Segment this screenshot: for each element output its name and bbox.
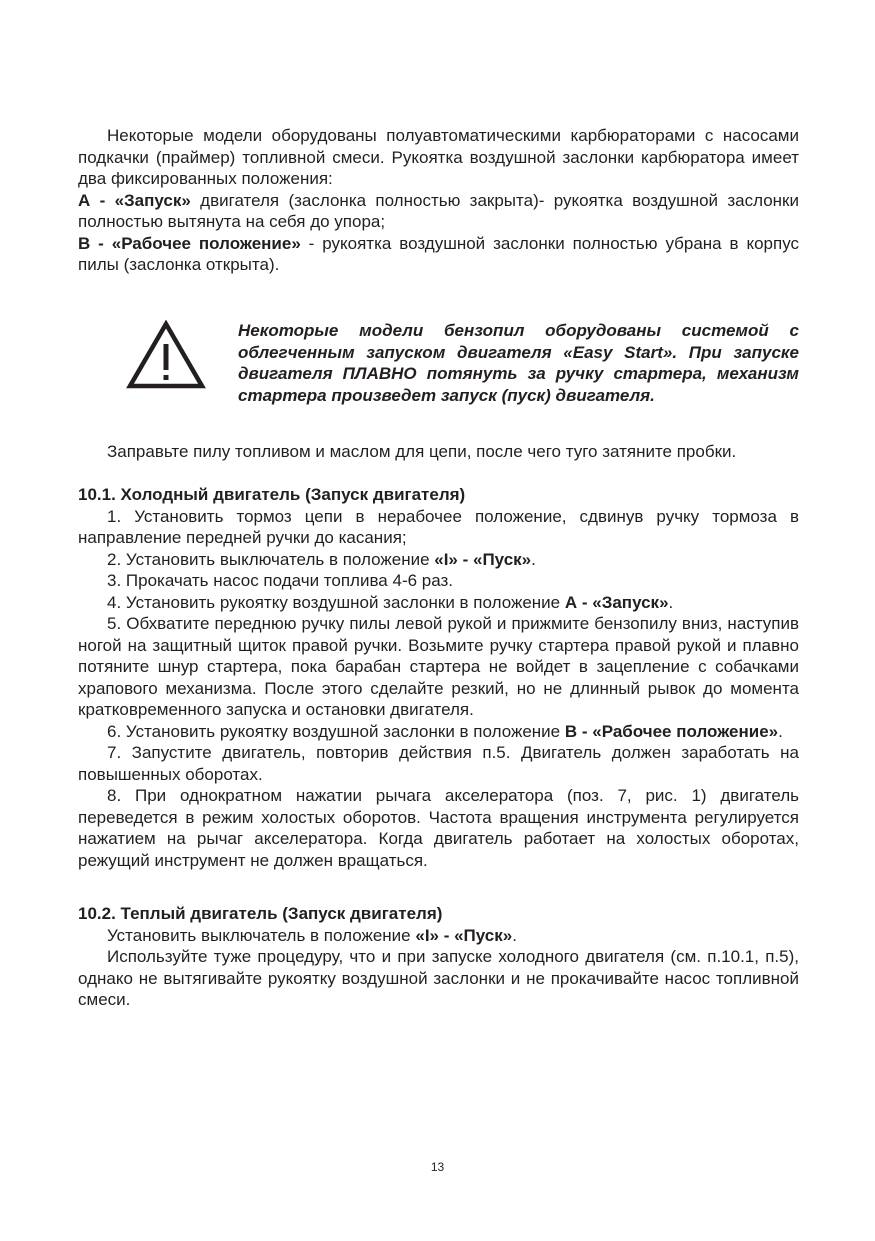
- position-b-text: - рукоятка воздушной заслонки полностью убрана в корпус пилы (заслонка открыта).: [78, 233, 800, 274]
- step-2-end: .: [531, 549, 536, 569]
- warm-step-1: [78, 925, 799, 947]
- intro-paragraph: Некоторые модели оборудованы полуавтоматическими карбюраторами с насосами подкачки (праймер) топливной смеси. Рукоятка воздушной заслонки карбюратора имеет два фиксированных положения:: [78, 126, 799, 188]
- step-4: [78, 592, 799, 614]
- fuel-note-block: [78, 441, 799, 463]
- step-5: 5. Обхватите переднюю ручку пилы левой рукой и прижмите бензопилу вниз, наступив ногой на защитный щиток правой ручки. Возьмите ручку стартера правой рукой и плавно потяните шнур стартера, пока барабан стартера не войдет в зацепление с собачками храпового механизма. После этого сделайте резкий, но не длинный рывок до момента кратковременного запуска и остановки двигателя.: [78, 614, 799, 719]
- warm-step-1-end: .: [512, 925, 517, 945]
- position-a-label: А - «Запуск»: [78, 190, 191, 210]
- step-1: 1. Установить тормоз цепи в нерабочее положение, сдвинув ручку тормоза в направление передней ручки до касания;: [78, 506, 799, 547]
- warm-step-1-bold: «I» - «Пуск»: [415, 925, 513, 945]
- step-6-bold: В - «Рабочее положение»: [564, 721, 779, 741]
- section-title: 10.2. Теплый двигатель (Запуск двигателя): [78, 904, 443, 923]
- step-7: 7. Запустите двигатель, повторив действия п.5. Двигатель должен заработать на повышенных оборотах.: [78, 743, 799, 784]
- step-6-end: .: [778, 721, 783, 741]
- intro-block: [78, 125, 799, 276]
- warning-text: Некоторые модели бензопил оборудованы системой с облегченным запуском двигателя «Easy Start». При запуске двигателя ПЛАВНО потянуть за ручку стартера, механизм стартера произведет запуск (пуск) двигателя.: [238, 321, 799, 405]
- position-b-label: В - «Рабочее положение»: [78, 233, 301, 253]
- section-cold-engine: [78, 484, 799, 871]
- step-4-text: 4. Установить рукоятку воздушной заслонки в положение: [107, 592, 565, 612]
- page-number: 13: [430, 1160, 445, 1174]
- step-3: 3. Прокачать насос подачи топлива 4-6 раз.: [107, 571, 454, 590]
- warning-triangle-icon: [126, 320, 206, 390]
- warm-step-1-text: Установить выключатель в положение: [107, 925, 416, 945]
- warm-step-2: Используйте туже процедуру, что и при запуске холодного двигателя (см. п.10.1, п.5), однако не вытягивайте рукоятку воздушной заслонки и не прокачивайте насос топливной смеси.: [78, 947, 799, 1009]
- position-a-text: двигателя (заслонка полностью закрыта)- рукоятка воздушной заслонки полностью вытянута на себя до упора;: [78, 190, 799, 231]
- warning-block: [78, 320, 799, 410]
- step-2-bold: «I» - «Пуск»: [434, 549, 532, 569]
- step-2: [78, 549, 799, 571]
- section-warm-engine: [78, 903, 799, 1011]
- position-b: [78, 233, 799, 276]
- step-2-text: 2. Установить выключатель в положение: [107, 549, 435, 569]
- step-4-bold: А - «Запуск»: [564, 592, 669, 612]
- step-6: [78, 721, 799, 743]
- fuel-note: Заправьте пилу топливом и маслом для цепи, после чего туго затяните пробки.: [107, 442, 737, 461]
- step-8: 8. При однократном нажатии рычага акселератора (поз. 7, рис. 1) двигатель переведется в режим холостых оборотов. Частота вращения инструмента регулируется нажатием на рычаг акселератора. Когда двигатель работает на холостых оборотах, режущий инструмент не должен вращаться.: [78, 786, 799, 870]
- section-title: 10.1. Холодный двигатель (Запуск двигателя): [78, 485, 466, 504]
- step-4-end: .: [668, 592, 674, 612]
- position-a: [78, 190, 799, 233]
- step-6-text: 6. Установить рукоятку воздушной заслонки в положение: [107, 721, 565, 741]
